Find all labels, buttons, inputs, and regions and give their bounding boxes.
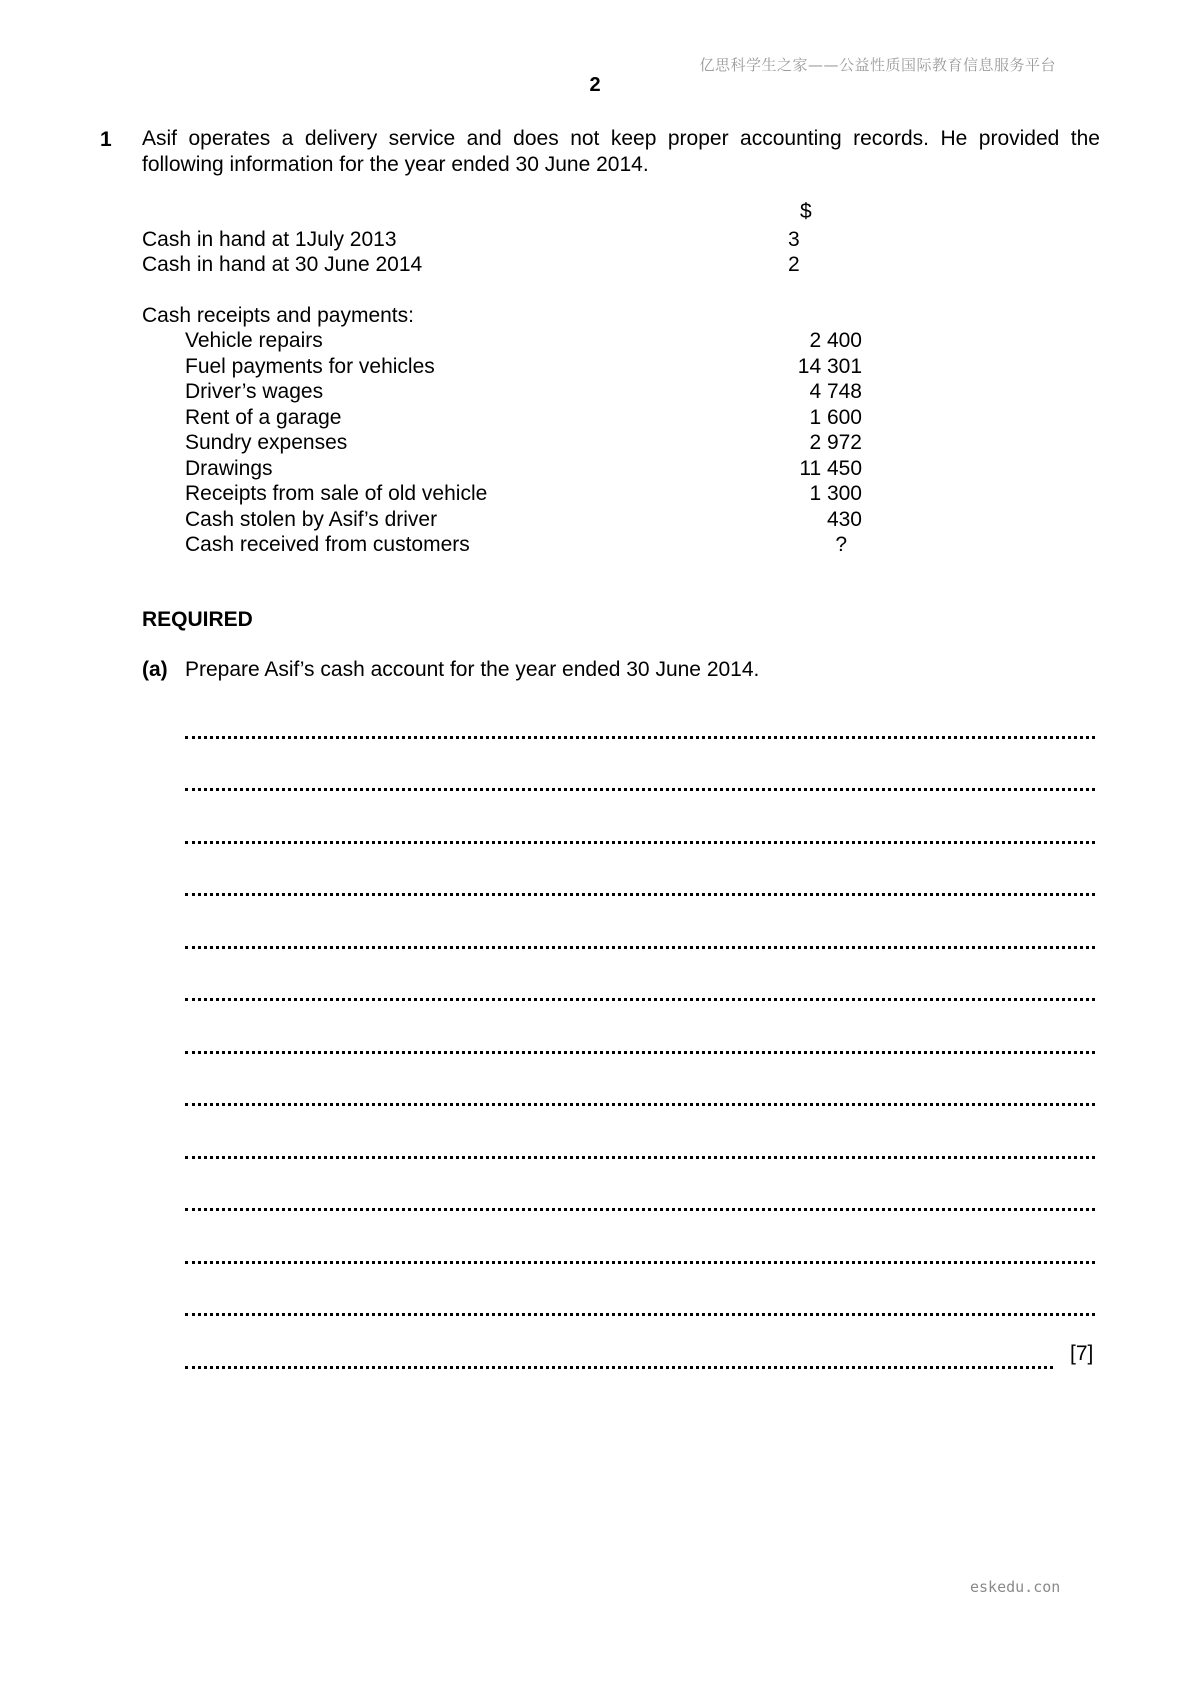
- answer-line[interactable]: [185, 946, 1095, 949]
- marks-label: [7]: [1070, 1342, 1094, 1365]
- item-row: [142, 507, 862, 533]
- item-value: 14 301: [797, 355, 862, 378]
- question-intro: Asif operates a delivery service and does not keep proper accounting records. He provided the following information for the year ended 30 June 2014.: [142, 127, 1100, 176]
- footer-watermark: eskedu.con: [970, 1578, 1061, 1596]
- item-value: 2 400: [809, 329, 862, 352]
- item-value: 2 972: [809, 431, 862, 454]
- item-value: 1 300: [809, 482, 862, 505]
- item-label: Receipts from sale of old vehicle: [185, 482, 488, 505]
- item-label: Vehicle repairs: [185, 329, 323, 352]
- item-row: [142, 328, 862, 354]
- answer-line[interactable]: [185, 1366, 1053, 1369]
- answer-line[interactable]: [185, 893, 1095, 896]
- item-value: ?: [835, 533, 847, 556]
- cash-in-hand-label: Cash in hand at 30 June 2014: [142, 253, 423, 276]
- item-label: Driver’s wages: [185, 380, 324, 403]
- watermark-text: 亿思科学生之家——公益性质国际教育信息服务平台: [699, 56, 1056, 74]
- required-heading: REQUIRED: [142, 608, 253, 631]
- part-a-text: Prepare Asif’s cash account for the year ended 30 June 2014.: [185, 658, 760, 681]
- answer-line[interactable]: [185, 1313, 1095, 1316]
- item-value: 11 450: [799, 457, 862, 480]
- item-row: [142, 532, 862, 558]
- item-label: Drawings: [185, 457, 273, 480]
- answer-line[interactable]: [185, 998, 1095, 1001]
- answer-line[interactable]: [185, 788, 1095, 791]
- cash-in-hand-value: 2: [788, 253, 800, 276]
- item-label: Cash received from customers: [185, 533, 470, 556]
- cash-in-hand-value: 3: [788, 228, 800, 251]
- answer-line[interactable]: [185, 736, 1095, 739]
- part-a-label: (a): [142, 658, 168, 681]
- item-row: [142, 405, 862, 431]
- item-value: 4 748: [809, 380, 862, 403]
- answer-line[interactable]: [185, 841, 1095, 844]
- item-row: [142, 354, 862, 380]
- item-label: Cash stolen by Asif’s driver: [185, 508, 438, 531]
- item-label: Sundry expenses: [185, 431, 348, 454]
- currency-header: $: [800, 200, 812, 223]
- item-value: 430: [826, 508, 862, 531]
- answer-line[interactable]: [185, 1261, 1095, 1264]
- answer-line[interactable]: [185, 1103, 1095, 1106]
- item-row: [142, 379, 862, 405]
- answer-line[interactable]: [185, 1156, 1095, 1159]
- item-row: [142, 456, 862, 482]
- item-label: Rent of a garage: [185, 406, 342, 429]
- item-label: Fuel payments for vehicles: [185, 355, 435, 378]
- item-row: [142, 481, 862, 507]
- answer-line[interactable]: [185, 1051, 1095, 1054]
- page-number: 2: [589, 74, 601, 96]
- item-value: 1 600: [809, 406, 862, 429]
- cash-in-hand-row: [142, 227, 862, 253]
- question-number: 1: [100, 128, 112, 151]
- answer-line[interactable]: [185, 1208, 1095, 1211]
- cash-in-hand-row: [142, 252, 862, 278]
- receipts-heading-row: [142, 303, 862, 329]
- cash-in-hand-label: Cash in hand at 1July 2013: [142, 228, 397, 251]
- receipts-heading: Cash receipts and payments:: [142, 304, 414, 327]
- item-row: [142, 430, 862, 456]
